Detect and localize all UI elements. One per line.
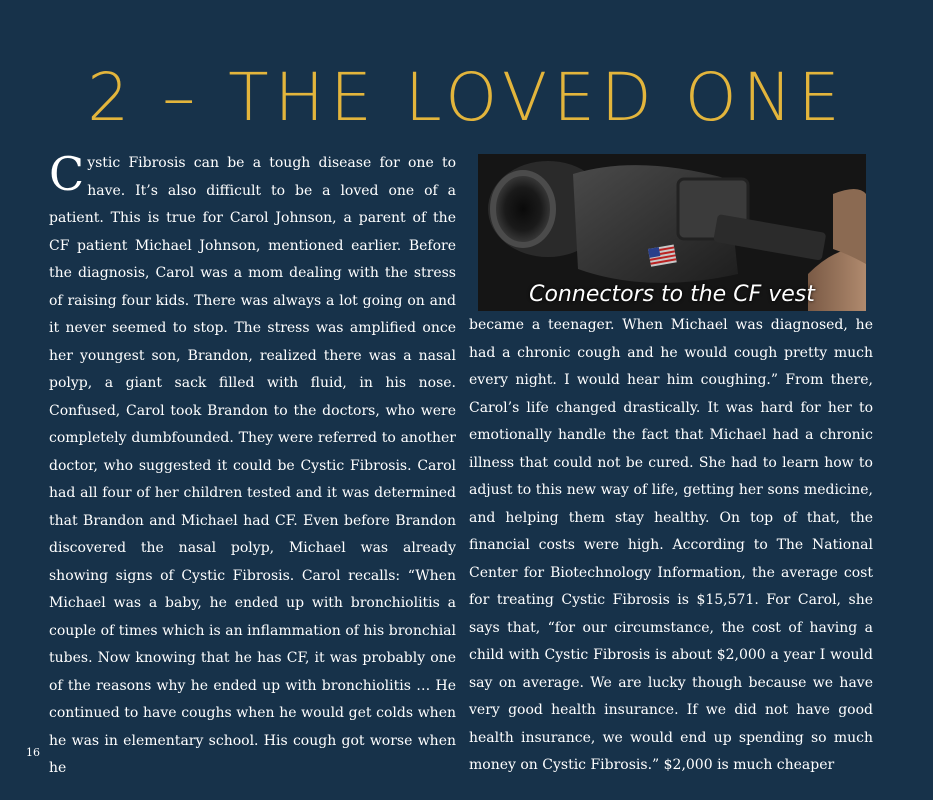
drop-cap: C <box>49 147 85 201</box>
paragraph-left <box>49 147 456 783</box>
left-column-text: ystic Fibrosis can be a tough disease for one to have. It’s also difficult to be a loved one of a patient. This is true for Carol Johnson, a parent of the CF patient Michael Johnson, mentioned earlier. Before the diagnosis, Carol was a mom dealing with the stress of raising four kids. There was always a lot going on and it never seemed to stop. The stress was amplified once her youngest son, Brandon, realized there was a nasal polyp, a giant sack filled with fluid, in his nose. Confused, Carol took Brandon to the doctors, who were completely dumbfounded. They were referred to another doctor, who suggested it could be Cystic Fibrosis. Carol had all four of her children tested and it was determined that Brandon and Michael had CF. Even before Brandon discovered the nasal polyp, Michael was already showing signs of Cystic Fibrosis. Carol recalls: “When Michael was a baby, he ended up with bronchiolitis a couple of times which is an inflammation of his bronchial tubes. Now knowing that he has CF, it was probably one of the reasons why he ended up with bronchiolitis … He continued to have coughs when he would get colds when he was in elementary school. His cough got worse when he <box>49 155 456 776</box>
cf-vest-connectors-photo <box>478 154 866 311</box>
body-column-left <box>49 147 456 783</box>
right-column-text: became a teenager. When Michael was diagnosed, he had a chronic cough and he would cough pretty much every night. I would hear him coughing.” From there, Carol’s life changed drastically. It was hard for her to emotionally handle the fact that Michael had a chronic illness that could not be cured. She had to learn how to adjust to this new way of life, getting her sons medicine, and helping them stay healthy. On top of that, the financial costs were high. According to The National Center for Biotechnology Information, the average cost for treating Cystic Fibrosis is $15,571. For Carol, she says that, “for our circumstance, the cost of having a child with Cystic Fibrosis is about $2,000 a year I would say on average. We are lucky though because we have very good health insurance. If we did not have good health insurance, we would end up spending so much money on Cystic Fibrosis.” $2,000 is much cheaper <box>469 317 873 773</box>
page-number: 16 <box>26 746 40 759</box>
body-column-right <box>469 312 873 780</box>
photo-caption: Connectors to the CF vest <box>529 282 815 307</box>
chapter-title: 2 – THE LOVED ONE <box>87 59 846 136</box>
